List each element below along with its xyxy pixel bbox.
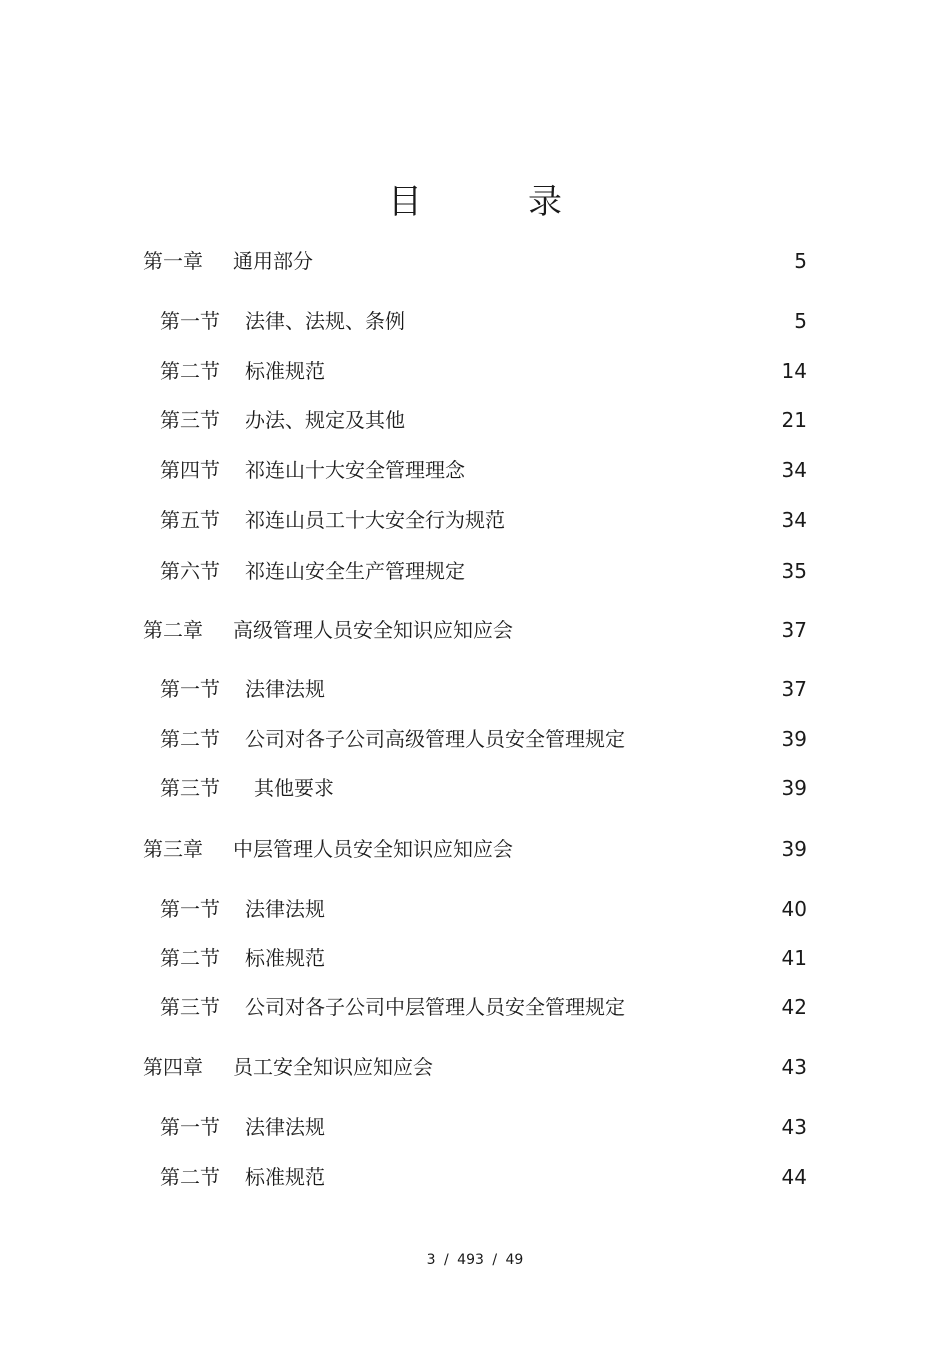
- toc-title: 目 录: [388, 182, 598, 222]
- toc-section[interactable]: [0, 724, 950, 754]
- toc-entry-number: 第一章: [143, 249, 203, 273]
- toc-entry-number: 第三节: [160, 408, 220, 432]
- toc-entry-number: 第一节: [160, 309, 220, 333]
- toc-entry-number: 第三节: [160, 776, 220, 800]
- toc-entry-page: 14: [781, 359, 807, 383]
- toc-entry-number: 第一节: [160, 1115, 220, 1139]
- toc-section[interactable]: [0, 773, 950, 803]
- toc-entry-label: 标准规范: [245, 1165, 325, 1189]
- toc-entry-label: 标准规范: [245, 359, 325, 383]
- toc-entry-page: 39: [781, 837, 807, 861]
- toc-section[interactable]: [0, 455, 950, 485]
- toc-entry-page: 34: [781, 458, 807, 482]
- toc-section[interactable]: [0, 674, 950, 704]
- toc-section[interactable]: [0, 1112, 950, 1142]
- toc-entry-page: 41: [781, 946, 807, 970]
- toc-entry-label: 法律、法规、条例: [245, 309, 405, 333]
- toc-section[interactable]: [0, 992, 950, 1022]
- toc-section[interactable]: [0, 405, 950, 435]
- toc-entry-page: 5: [794, 249, 807, 273]
- toc-entry-number: 第二章: [143, 618, 203, 642]
- toc-section[interactable]: [0, 1162, 950, 1192]
- toc-entry-number: 第二节: [160, 727, 220, 751]
- toc-section[interactable]: [0, 943, 950, 973]
- toc-entry-label: 标准规范: [245, 946, 325, 970]
- toc-chapter-2[interactable]: [0, 615, 950, 645]
- toc-entry-number: 第二节: [160, 359, 220, 383]
- toc-entry-number: 第四章: [143, 1055, 203, 1079]
- toc-entry-label: 员工安全知识应知应会: [233, 1055, 433, 1079]
- toc-entry-page: 43: [781, 1115, 807, 1139]
- toc-section[interactable]: [0, 505, 950, 535]
- toc-entry-page: 42: [781, 995, 807, 1019]
- toc-entry-label: 通用部分: [233, 249, 313, 273]
- toc-entry-label: 中层管理人员安全知识应知应会: [233, 837, 513, 861]
- toc-entry-page: 5: [794, 309, 807, 333]
- toc-entry-page: 44: [781, 1165, 807, 1189]
- toc-entry-page: 37: [781, 677, 807, 701]
- toc-entry-number: 第三章: [143, 837, 203, 861]
- toc-chapter-1[interactable]: [0, 246, 950, 276]
- toc-entry-page: 39: [781, 727, 807, 751]
- toc-entry-label: 法律法规: [245, 897, 325, 921]
- toc-entry-page: 39: [781, 776, 807, 800]
- toc-entry-number: 第五节: [160, 508, 220, 532]
- toc-entry-label: 其他要求: [254, 776, 334, 800]
- page-footer-number: 3 / 493 / 49: [426, 1252, 524, 1268]
- toc-entry-number: 第二节: [160, 946, 220, 970]
- toc-chapter-3[interactable]: [0, 834, 950, 864]
- toc-entry-number: 第二节: [160, 1165, 220, 1189]
- toc-entry-number: 第一节: [160, 897, 220, 921]
- toc-entry-label: 高级管理人员安全知识应知应会: [233, 618, 513, 642]
- toc-entry-label: 祁连山员工十大安全行为规范: [245, 508, 505, 532]
- toc-entry-page: 43: [781, 1055, 807, 1079]
- toc-entry-page: 35: [781, 559, 807, 583]
- toc-entry-label: 公司对各子公司中层管理人员安全管理规定: [245, 995, 625, 1019]
- toc-section[interactable]: [0, 556, 950, 586]
- toc-chapter-4[interactable]: [0, 1052, 950, 1082]
- toc-entry-number: 第一节: [160, 677, 220, 701]
- toc-section[interactable]: [0, 306, 950, 336]
- toc-entry-number: 第六节: [160, 559, 220, 583]
- toc-entry-page: 37: [781, 618, 807, 642]
- toc-entry-label: 祁连山安全生产管理规定: [245, 559, 465, 583]
- toc-entry-label: 法律法规: [245, 1115, 325, 1139]
- toc-entry-page: 21: [781, 408, 807, 432]
- toc-entry-label: 办法、规定及其他: [245, 408, 405, 432]
- toc-entry-label: 公司对各子公司高级管理人员安全管理规定: [245, 727, 625, 751]
- toc-entry-label: 法律法规: [245, 677, 325, 701]
- toc-section[interactable]: [0, 356, 950, 386]
- toc-entry-page: 40: [781, 897, 807, 921]
- toc-entry-page: 34: [781, 508, 807, 532]
- toc-section[interactable]: [0, 894, 950, 924]
- toc-entry-number: 第四节: [160, 458, 220, 482]
- toc-entry-number: 第三节: [160, 995, 220, 1019]
- toc-entry-label: 祁连山十大安全管理理念: [245, 458, 465, 482]
